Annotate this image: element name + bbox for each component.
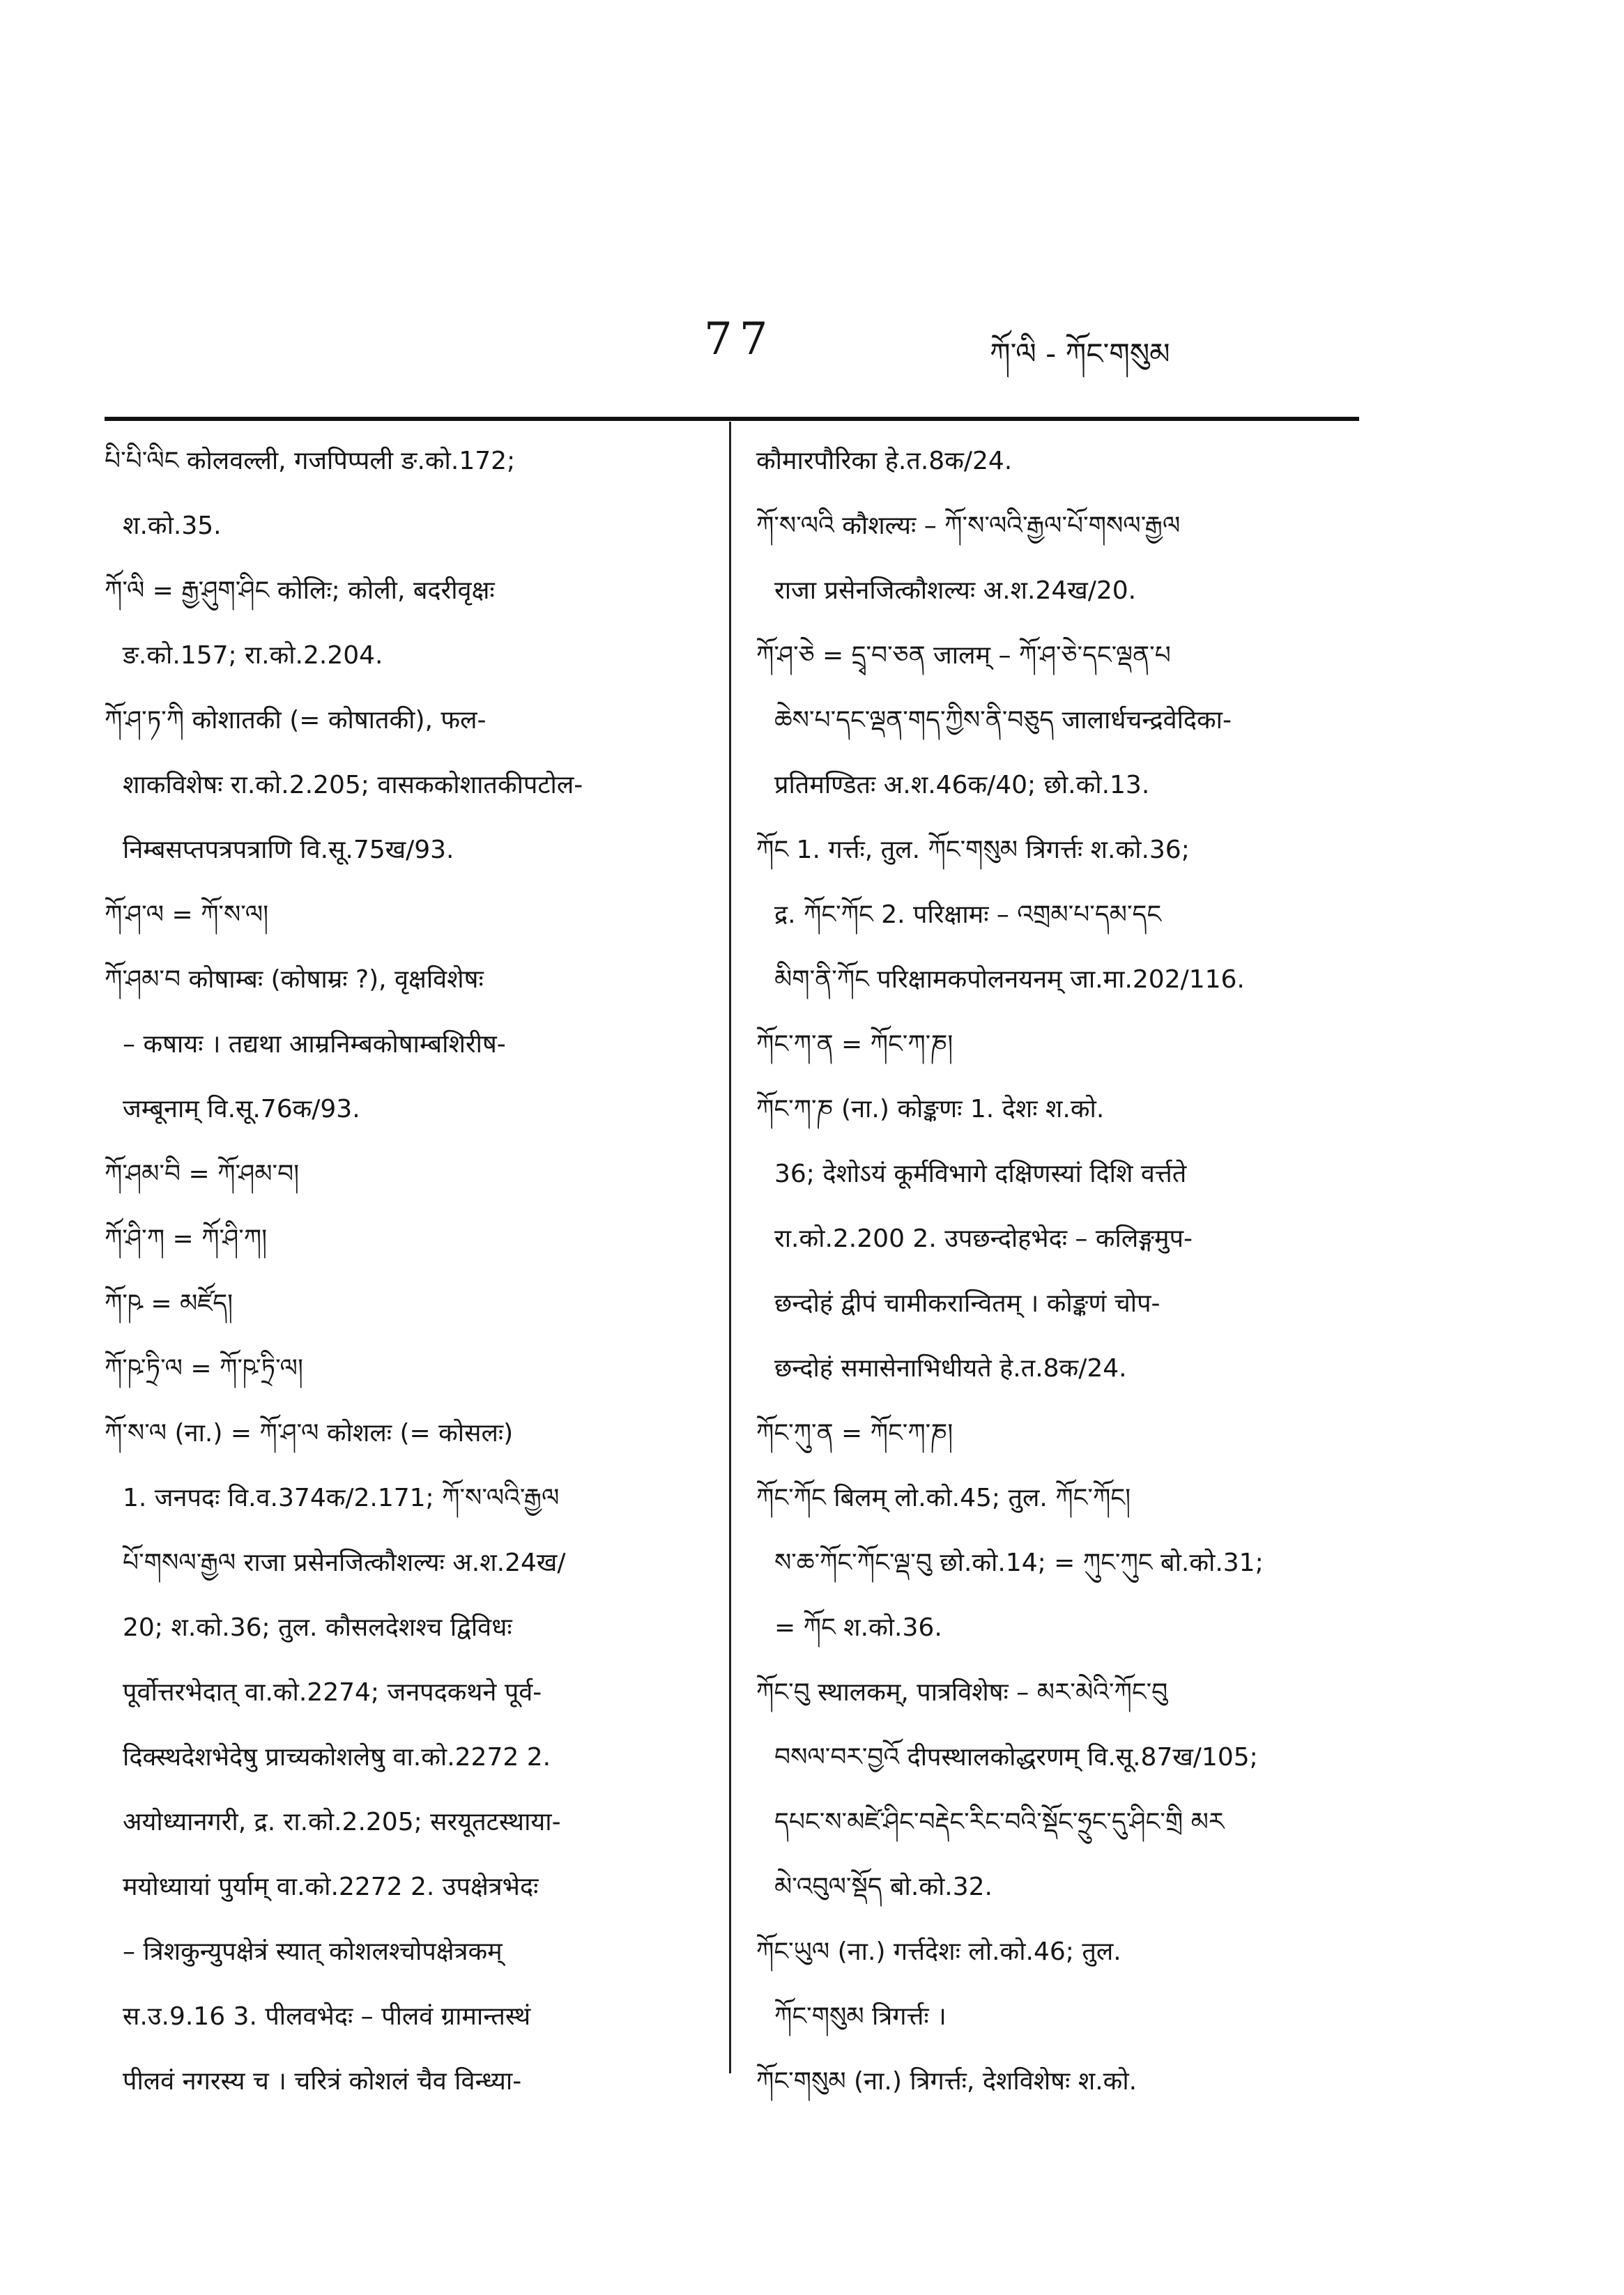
entry-line: पीलवं नगरस्य च । चरित्रं कोशलं चैव विन्ध्या- [123, 2067, 522, 2096]
dictionary-entry [756, 1660, 1370, 1919]
entry-headline: ཀོ་ཤ་ཅེ = དྲྭ་བ་ཅན जालम् – ཀོ་ཤ་ཅེ་དང་ལྡན་པ [756, 641, 1171, 670]
entry-line: མེ་འབུལ་སྡོད बो.को.32. [774, 1873, 993, 1901]
entry-headline: ཀོང་གསུམ (ना.) त्रिगर्त्तः, देशविशेषः श.को. [756, 2067, 1137, 2096]
dictionary-entry [756, 1077, 1370, 1401]
entry-line: अयोध्यानगरी, द्र. रा.को.2.205; सरयूतटस्थाया- [123, 1808, 561, 1836]
entry-line: ཆེས་པ་དང་ལྡན་གད་ཀྱིས་ནི་བཅུད जालार्धचन्द्रवेदिका- [774, 706, 1232, 735]
entry-line: ས་ཆ་ཀོང་ཀོང་ལྡ་བུ छो.को.14; = ཀུང་ཀུང बो.को.31; [774, 1549, 1264, 1577]
header-rule [105, 417, 1359, 421]
entry-headline: ཀོ་ཥ་ཏྲི་ལ = ཀོ་ཥ་ཏྲི་ལ། [105, 1354, 303, 1383]
dictionary-entry [105, 947, 711, 1142]
entry-line: དཔང་ས་མཛེ་ཤིང་བརྡེང་རིང་བའི་སྡོང་ཧྲུང་དུ་ཤིང་གྲི མར [774, 1808, 1225, 1836]
entry-line: प्रतिमण्डितः अ.श.46क/40; छो.को.13. [774, 771, 1150, 799]
entry-headline: ཀོང་ཡུལ (ना.) गर्त्तदेशः लो.को.46; तुल. [756, 1937, 1121, 1966]
entry-headline: ཀོང་ཀུ་ན = ཀོང་ཀ་ཎ། [756, 1419, 953, 1448]
entry-headline: ཀོ་ཤམ་བི = ཀོ་ཤམ་བ། [105, 1160, 300, 1188]
entry-headline: ཀོ་ལི = རྒྱ་ཤུག་ཤིང कोलिः; कोली, बदरीवृक्षः [105, 576, 495, 605]
dictionary-entry [756, 1012, 1370, 1077]
dictionary-entry [105, 558, 711, 688]
dictionary-entry [105, 688, 711, 882]
dictionary-entry [105, 1271, 711, 1336]
entry-line: ङ.को.157; रा.को.2.204. [123, 641, 383, 670]
entry-line: – कषायः । तद्यथा आम्रनिम्बकोषाम्बशिरीष- [123, 1030, 506, 1059]
entry-line: जम्बूनाम् वि.सू.76क/93. [123, 1095, 360, 1123]
left-column [105, 429, 711, 2114]
dictionary-entry [105, 429, 711, 558]
entry-headline: ཀོ་ཤ་ལ = ཀོ་ས་ལ། [105, 900, 269, 929]
entry-headline: པི་པི་ལིང कोलवल्ली, गजपिप्पली ङ.को.172; [105, 447, 516, 475]
right-column [756, 429, 1370, 2114]
dictionary-entry [105, 882, 711, 947]
entry-line: = ཀོང श.को.36. [774, 1613, 942, 1642]
dictionary-entry [756, 1466, 1370, 1660]
dictionary-entry [105, 1142, 711, 1206]
entry-line: दिक्स्थदेशभेदेषु प्राच्यकोशलेषु वा.को.2272 2. [123, 1743, 551, 1772]
entry-headline: ཀོ་ས་ལ (ना.) = ཀོ་ཤ་ལ कोशलः (= कोसलः) [105, 1419, 514, 1448]
entry-line: छन्दोहं द्वीपं चामीकरान्वितम् । कोङ्कणं चोप- [774, 1289, 1160, 1318]
entry-headline: ཀོང་ཀོང बिलम् लो.को.45; तुल. ཀོང་ཀོང། [756, 1484, 1131, 1512]
entry-line: བསལ་བར་བྱའོ दीपस्थालकोद्धरणम् वि.सू.87ख/105; [774, 1743, 1258, 1772]
entry-line: पूर्वोत्तरभेदात् वा.को.2274; जनपदकथने पूर्व- [123, 1678, 542, 1707]
entry-headline: ཀོང་ཀ་ཎ (ना.) कोङ्कणः 1. देशः श.को. [756, 1095, 1105, 1123]
entry-line: स.उ.9.16 3. पीलवभेदः – पीलवं ग्रामान्तस्थं [123, 2002, 531, 2031]
entry-headline: ཀོང 1. गर्त्तः, तुल. ཀོང་གསུམ त्रिगर्त्तः श.को.36; [756, 836, 1190, 864]
dictionary-entry [756, 818, 1370, 1012]
dictionary-entry [105, 1206, 711, 1271]
entry-line: रा.को.2.200 2. उपछन्दोहभेदः – कलिङ्गमुप- [774, 1225, 1193, 1253]
dictionary-entry [756, 1401, 1370, 1466]
entry-headline: ཀོ་ཤམ་བ कोषाम्बः (कोषाम्रः ?), वृक्षविशेषः [105, 965, 484, 994]
entry-headline: ཀོ་ཤ་ཏ་ཀི कोशातकी (= कोषातकी), फल- [105, 706, 487, 735]
dictionary-entry [756, 623, 1370, 818]
entry-line: པོ་གསལ་རྒྱལ राजा प्रसेनजित्कौशल्यः अ.श.24ख/ [123, 1549, 566, 1577]
page-number: 77 [704, 314, 775, 365]
column-divider [729, 422, 731, 2073]
dictionary-entry [105, 1336, 711, 1401]
entry-headline: कौमारपौरिका हे.त.8क/24. [756, 447, 1013, 475]
entry-headline: ཀོ་ཥ = མཛོད། [105, 1289, 233, 1318]
entry-line: མིག་ནི་ཀོང परिक्षामकपोलनयनम् जा.मा.202/116. [774, 965, 1245, 994]
entry-headline: ཀོང་ཀ་ན = ཀོང་ཀ་ཎ། [756, 1030, 953, 1059]
dictionary-entry [756, 1919, 1370, 2049]
entry-headline: ཀོ་ས་ལའི कौशल्यः – ཀོ་ས་ལའི་རྒྱལ་པོ་གསལ་རྒྱལ [756, 512, 1181, 540]
entry-line: शाकविशेषः रा.को.2.205; वासककोशातकीपटोल- [123, 771, 583, 799]
entry-line: राजा प्रसेनजित्कौशल्यः अ.श.24ख/20. [774, 576, 1137, 605]
entry-line: मयोध्यायां पुर्याम् वा.को.2272 2. उपक्षेत्रभेदः [123, 1873, 539, 1901]
dictionary-entry [756, 429, 1370, 493]
dictionary-entry [105, 1401, 711, 2114]
entry-line: 20; श.को.36; तुल. कौसलदेशश्च द्विविधः [123, 1613, 512, 1642]
entry-line: द्र. ཀོང་ཀོང 2. परिक्षामः – འགྲམ་པ་དམ་དང [774, 900, 1162, 929]
entry-line: – त्रिशकुन्युपक्षेत्रं स्यात् कोशलश्चोपक्षेत्रकम् [123, 1937, 503, 1966]
entry-line: छन्दोहं समासेनाभिधीयते हे.त.8क/24. [774, 1354, 1127, 1383]
entry-headline: ཀོ་ཤི་ཀ = ཀོ་ཤི་ཀ། [105, 1225, 268, 1253]
page-header [0, 300, 1624, 376]
entry-line: ཀོང་གསུམ त्रिगर्त्तः । [774, 2002, 947, 2031]
dictionary-entry [756, 493, 1370, 623]
dictionary-entry [756, 2049, 1370, 2114]
entry-headline: ཀོང་བུ स्थालकम्, पात्रविशेषः – མར་མེའི་ཀོང་བུ [756, 1678, 1168, 1707]
running-head: ཀོ་ལི - ཀོང་གསུམ [990, 337, 1170, 371]
entry-line: 1. जनपदः वि.व.374क/2.171; ཀོ་ས་ལའི་རྒྱལ [123, 1484, 560, 1512]
entry-line: निम्बसप्तपत्रपत्राणि वि.सू.75ख/93. [123, 836, 454, 864]
entry-line: श.को.35. [123, 512, 222, 540]
entry-line: 36; देशोऽयं कूर्मविभागे दक्षिणस्यां दिशि वर्त्तते [774, 1160, 1187, 1188]
